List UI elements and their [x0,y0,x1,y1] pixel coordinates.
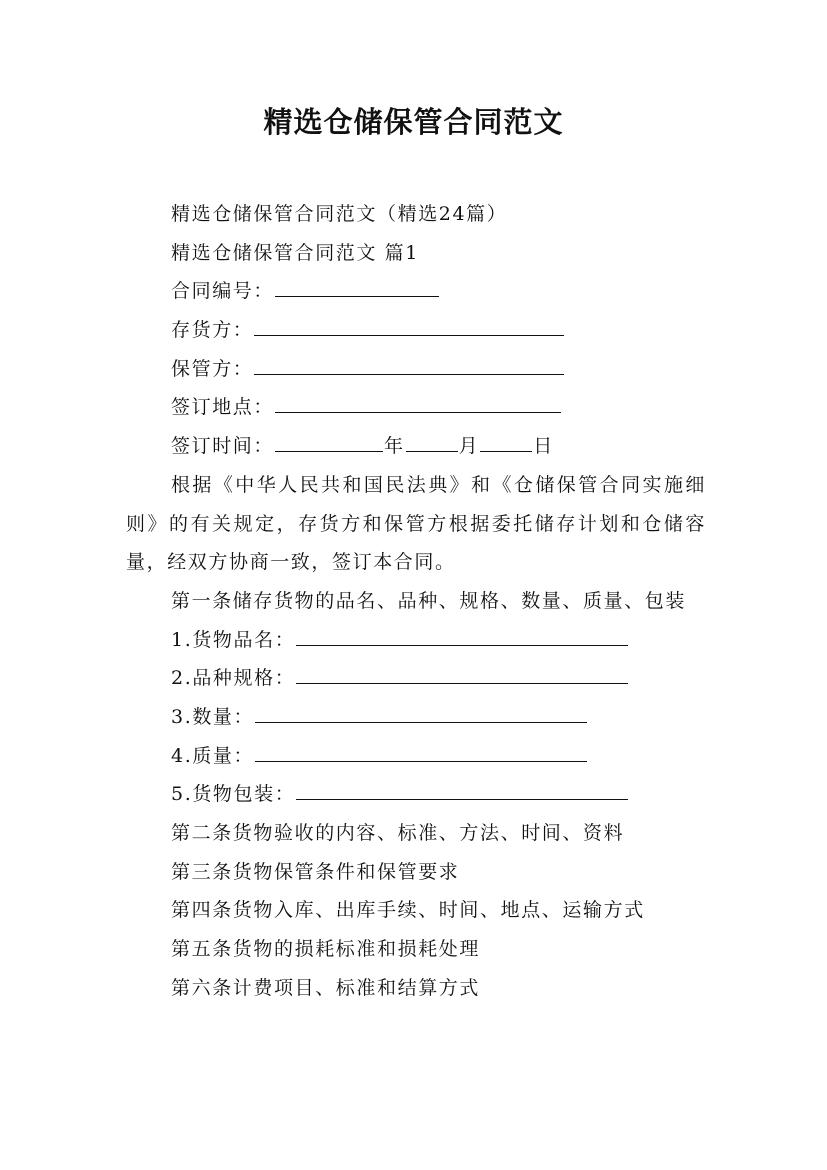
item-3-label: 3.数量： [171,706,255,728]
month-label: 月 [458,435,480,458]
item-2-blank [296,669,628,684]
depositor-row [126,311,706,350]
day-label: 日 [533,435,554,458]
sign-place-row [126,388,706,427]
sign-year-blank [275,437,383,452]
item-4-label: 4.质量： [171,744,255,767]
item-5-blank [296,785,628,800]
sign-day-blank [480,437,532,452]
sign-place-blank [275,398,561,413]
contract-number-blank [275,282,439,297]
depositor-label: 存货方： [171,319,254,342]
item-4-blank [255,747,587,762]
intro-paragraph: 根据《中华人民共和国民法典》和《仓储保管合同实施细则》的有关规定，存货方和保管方根据委托储存计划和仓储容量，经双方协商一致，签订本合同。 [126,473,706,574]
custodian-row [126,350,706,389]
subtitle: 精选仓储保管合同范文（精选24篇） [171,203,508,225]
sign-place-label: 签订地点： [171,396,275,419]
year-label: 年 [384,435,405,458]
item-3-row [126,698,706,737]
contract-number-label: 合同编号： [171,280,275,303]
sign-time-row [126,427,706,466]
item-5-label: 5.货物包装： [171,783,296,806]
document-body [126,195,706,1008]
sign-month-blank [406,437,458,452]
item-2-label: 2.品种规格： [171,667,296,690]
item-1-blank [296,631,628,646]
item-1-row [126,621,706,660]
contract-number-row [126,272,706,311]
item-4-row [126,737,706,776]
clause-5: 第五条货物的损耗标准和损耗处理 [171,938,481,961]
clause-3: 第三条货物保管条件和保管要求 [171,860,460,883]
clause-1: 第一条储存货物的品名、品种、规格、数量、质量、包装 [171,589,687,612]
item-2-row [126,659,706,698]
clause-4: 第四条货物入库、出库手续、时间、地点、运输方式 [171,899,645,922]
custodian-blank [254,360,564,375]
document-title: 精选仓储保管合同范文 [263,105,564,139]
item-5-row [126,775,706,814]
sign-time-label: 签订时间： [171,435,275,458]
item-3-blank [255,708,587,723]
article-heading: 精选仓储保管合同范文 篇1 [171,241,419,264]
clause-2: 第二条货物验收的内容、标准、方法、时间、资料 [171,822,625,845]
clause-6: 第六条计费项目、标准和结算方式 [171,976,481,999]
custodian-label: 保管方： [171,357,254,380]
depositor-blank [254,321,564,336]
item-1-label: 1.货物品名： [171,628,296,651]
